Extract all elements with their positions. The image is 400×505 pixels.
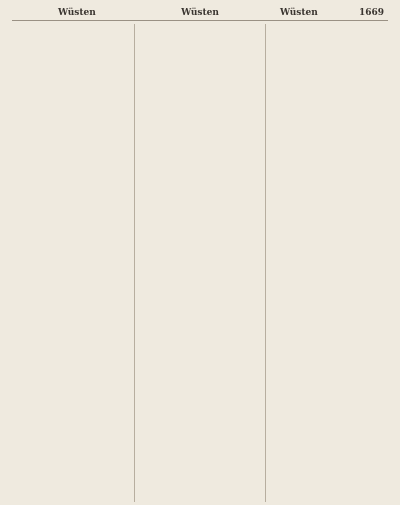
right-column xyxy=(274,24,388,502)
header-right-word: Wüsten xyxy=(280,8,318,18)
page-header xyxy=(12,6,388,21)
left-column xyxy=(12,24,126,502)
header-left-word: Wüsten xyxy=(58,8,96,18)
column-divider xyxy=(265,24,266,502)
middle-column xyxy=(143,24,257,502)
column-divider xyxy=(134,24,135,502)
text-columns xyxy=(12,24,388,502)
page-number: 1669 xyxy=(358,8,384,18)
header-center-word: Wüsten xyxy=(181,8,219,18)
